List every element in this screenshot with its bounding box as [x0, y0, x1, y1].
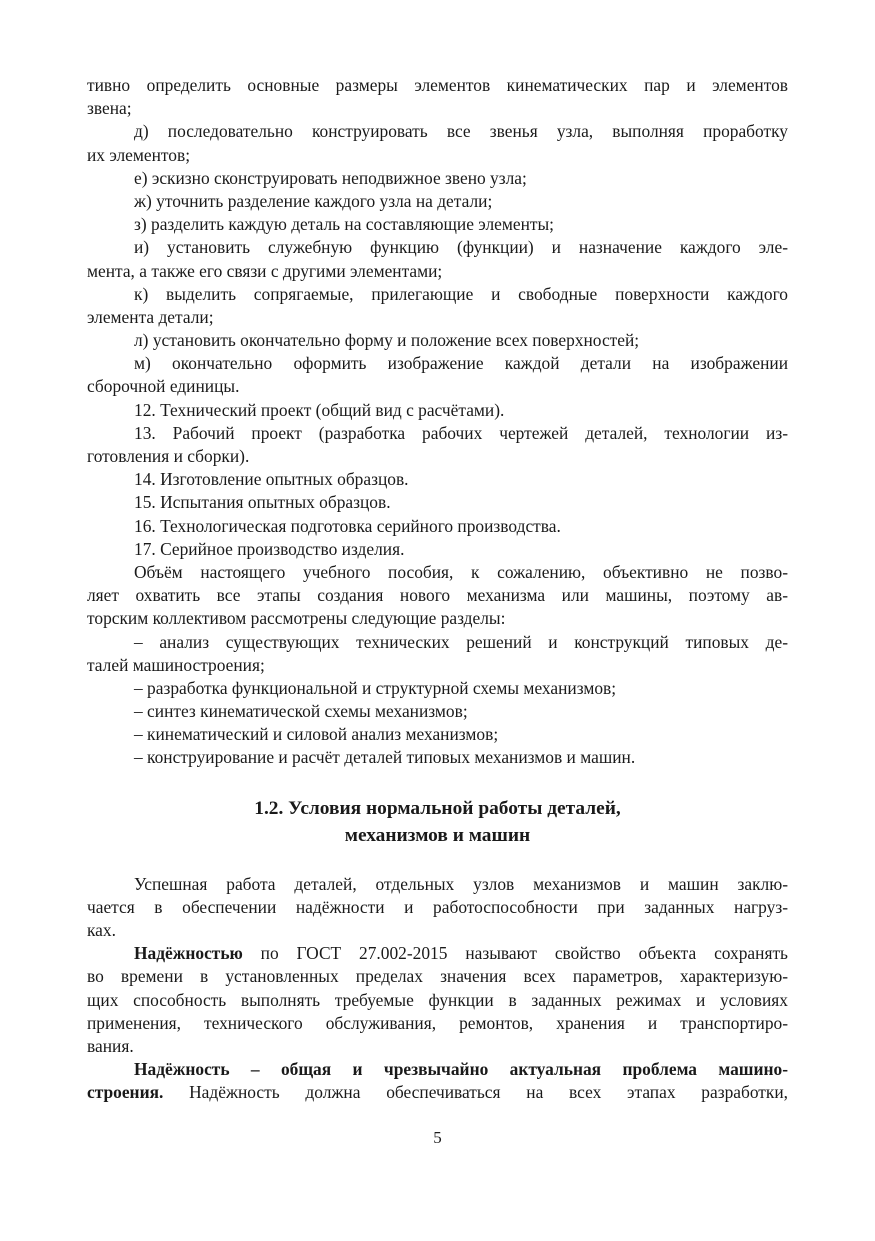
text-line: щих способность выполнять требуемые функции в заданных режимах и условиях: [87, 989, 788, 1010]
list-item: м) окончательно оформить изображение каждой детали на изображении: [134, 353, 788, 374]
text-line: Надёжностью по ГОСТ 27.002-2015 называют свойство объекта сохранять: [134, 943, 788, 964]
text-line: во времени в установленных пределах значения всех параметров, характеризую-: [87, 966, 788, 987]
text-line: звена;: [87, 98, 132, 119]
page-number: 5: [433, 1128, 442, 1147]
list-item: 12. Технический проект (общий вид с расчётами).: [134, 399, 505, 420]
list-item: 13. Рабочий проект (разработка рабочих чертежей деталей, технологии из-: [134, 422, 788, 443]
text-line: применения, технического обслуживания, ремонтов, хранения и транспортиро-: [87, 1012, 788, 1033]
list-item: л) установить окончательно форму и положение всех поверхностей;: [134, 330, 640, 351]
text-line: вания.: [87, 1035, 134, 1056]
section-title-line2: механизмов и машин: [344, 824, 531, 846]
list-item: 16. Технологическая подготовка серийного производства.: [134, 515, 561, 536]
success-paragraph: [87, 873, 788, 943]
list-tail: [87, 74, 788, 561]
text-line: тивно определить основные размеры элементов кинематических пар и элементов: [87, 75, 788, 95]
list-item: – конструирование и расчёт деталей типовых механизмов и машин.: [134, 747, 636, 768]
page-body: [87, 74, 788, 1105]
text-line: строения. Надёжность должна обеспечиваться на всех этапах разработки,: [87, 1082, 788, 1103]
text-line: сборочной единицы.: [87, 376, 240, 397]
list-item: – разработка функциональной и структурной схемы механизмов;: [134, 677, 617, 698]
list-item: – синтез кинематической схемы механизмов;: [134, 701, 468, 722]
list-item: – анализ существующих технических решений и конструкций типовых де-: [134, 631, 788, 652]
text-line: талей машиностроения;: [87, 654, 265, 675]
text-line: Объём настоящего учебного пособия, к сожалению, объективно не позво-: [134, 561, 788, 582]
text-line: ляет охватить все этапы создания нового механизма или машины, поэтому ав-: [87, 585, 788, 606]
text-line: чается в обеспечении надёжности и работоспособности при заданных нагруз-: [87, 896, 788, 917]
text-line: мента, а также его связи с другими элементами;: [87, 260, 443, 281]
list-item: ж) уточнить разделение каждого узла на детали;: [134, 190, 493, 211]
list-item: 17. Серийное производство изделия.: [134, 538, 405, 559]
text-line: торским коллективом рассмотрены следующие разделы:: [87, 608, 506, 629]
list-item: к) выделить сопрягаемые, прилегающие и свободные поверхности каждого: [134, 283, 788, 304]
text-line: элемента детали;: [87, 306, 214, 327]
list-item: – кинематический и силовой анализ механизмов;: [134, 724, 499, 745]
scope-paragraph: [87, 561, 788, 770]
text-line: ках.: [87, 920, 116, 940]
text-line: Успешная работа деталей, отдельных узлов механизмов и машин заклю-: [134, 873, 788, 894]
list-item: 15. Испытания опытных образцов.: [134, 492, 391, 513]
list-item: 14. Изготовление опытных образцов.: [134, 469, 409, 490]
term-reliability: Надёжностью: [134, 943, 243, 964]
section-heading: [87, 795, 788, 849]
reliability-paragraph: [87, 942, 788, 1058]
text-line: их элементов;: [87, 144, 191, 165]
list-item: е) эскизно сконструировать неподвижное звено узла;: [134, 167, 527, 188]
text-line: Надёжность – общая и чрезвычайно актуальная проблема машино-: [134, 1059, 788, 1080]
problem-paragraph: [87, 1058, 788, 1104]
text-line: готовления и сборки).: [87, 446, 250, 466]
list-item: д) последовательно конструировать все звенья узла, выполняя проработку: [134, 121, 788, 142]
list-item: и) установить служебную функцию (функции) и назначение каждого эле-: [134, 237, 788, 258]
list-item: з) разделить каждую деталь на составляющие элементы;: [134, 214, 554, 235]
section-title-line1: 1.2. Условия нормальной работы деталей,: [254, 797, 621, 819]
